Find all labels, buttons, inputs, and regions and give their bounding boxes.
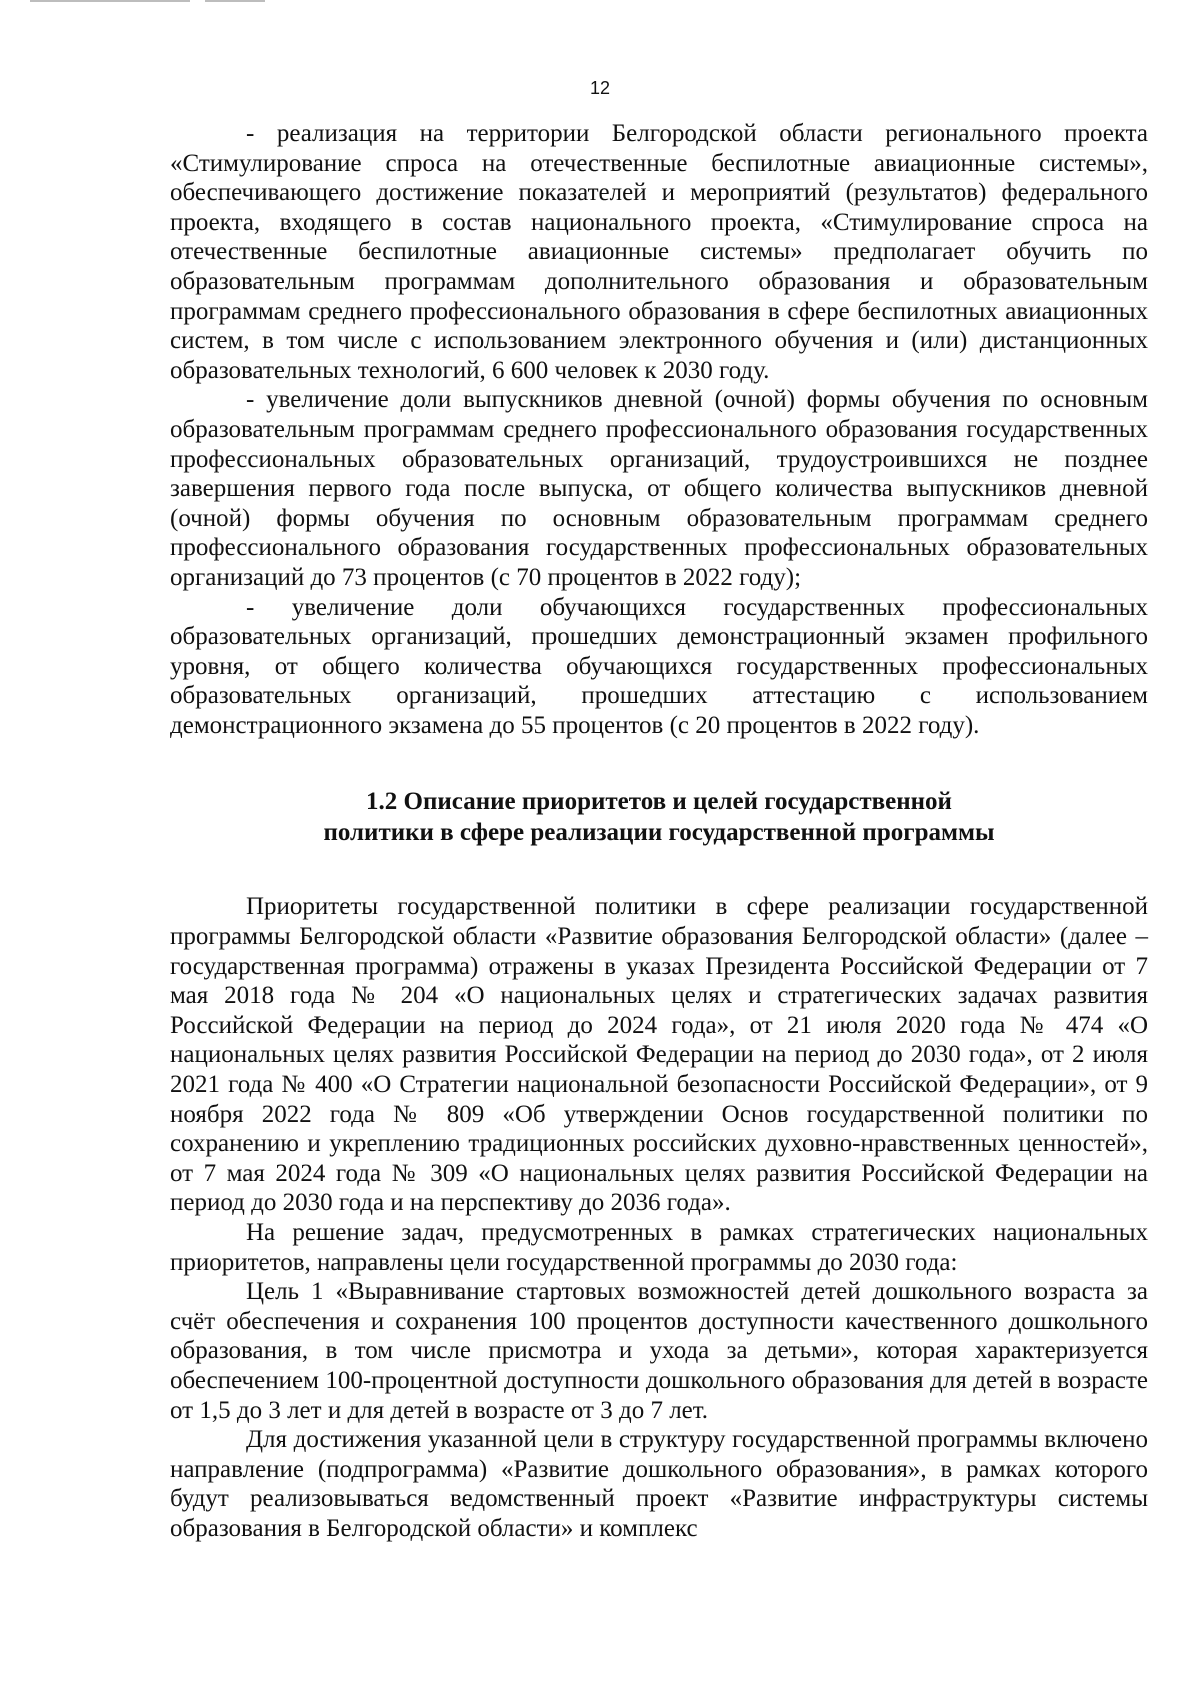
paragraph-goals-intro: На решение задач, предусмотренных в рамках стратегических национальных приоритетов, направлены цели государственной программы до 2030 года: bbox=[170, 1219, 1148, 1276]
page-number: 12 bbox=[589, 78, 611, 98]
document-body bbox=[170, 119, 1148, 1544]
section-heading bbox=[170, 786, 1148, 848]
section-heading-line-1: 1.2 Описание приоритетов и целей государственной bbox=[366, 788, 952, 816]
paragraph-regional-project: - реализация на территории Белгородской области регионального проекта «Стимулирование спроса на отечественные беспилотные авиационные системы», обеспечивающего достижение показателей и мероприятий (результатов) федерального проекта, входящего в состав национального проекта, «Стимулирование спроса на отечественные беспилотные авиационные системы» предполагает обучить по образовательным программам дополнительного образования и образовательным программам среднего профессионального образования в сфере беспилотных авиационных систем, в том числе с использованием электронного обучения и (или) дистанционных образовательных технологий, 6 600 человек к 2030 году. bbox=[170, 120, 1148, 384]
section-heading-line-2: политики в сфере реализации государственной программы bbox=[323, 819, 995, 847]
paragraph-goal-1-structure: Для достижения указанной цели в структуру государственной программы включено направление (подпрограмма) «Развитие дошкольного образования», в рамках которого будут реализовываться ведомственный проект «Развитие инфраструктуры системы образования в Белгородской области» и комплекс bbox=[170, 1426, 1148, 1542]
scan-artifact-top-right bbox=[205, 0, 265, 2]
paragraph-demo-exam: - увеличение доли обучающихся государственных профессиональных образовательных организаций, прошедших демонстрационный экзамен профильного уровня, от общего количества обучающихся государственных профессиональных образовательных организаций, прошедших аттестацию с использованием демонстрационного экзамена до 55 процентов (с 20 процентов в 2022 году). bbox=[170, 593, 1148, 739]
paragraph-graduates-employment: - увеличение доли выпускников дневной (очной) формы обучения по основным образовательным программам среднего профессионального образования государственных профессиональных образовательных организаций, трудоустроившихся не позднее завершения первого года после выпуска, от общего количества выпускников дневной (очной) формы обучения по основным образовательным программам среднего профессионального образования государственных профессиональных образовательных организаций до 73 процентов (с 70 процентов в 2022 году); bbox=[170, 386, 1148, 591]
scan-artifact-top bbox=[30, 0, 190, 2]
paragraph-policy-priorities: Приоритеты государственной политики в сфере реализации государственной программы Белгородской области «Развитие образования Белгородской области» (далее – государственная программа) отражены в указах Президента Российской Федерации от 7 мая 2018 года № 204 «О национальных целях и стратегических задачах развития Российской Федерации на период до 2024 года», от 21 июля 2020 года № 474 «О национальных целях развития Российской Федерации на период до 2030 года», от 2 июля 2021 года № 400 «О Стратегии национальной безопасности Российской Федерации», от 9 ноября 2022 года № 809 «Об утверждении Основ государственной политики по сохранению и укреплению традиционных российских духовно-нравственных ценностей», от 7 мая 2024 года № 309 «О национальных целях развития Российской Федерации на период до 2030 года и на перспективу до 2036 года». bbox=[170, 893, 1148, 1217]
paragraph-goal-1: Цель 1 «Выравнивание стартовых возможностей детей дошкольного возраста за счёт обеспечения и сохранения 100 процентов доступности качественного дошкольного образования, в том числе присмотра и ухода за детьми», которая характеризуется обеспечением 100-процентной доступности дошкольного образования для детей в возрасте от 1,5 до 3 лет и для детей в возрасте от 3 до 7 лет. bbox=[170, 1278, 1148, 1424]
